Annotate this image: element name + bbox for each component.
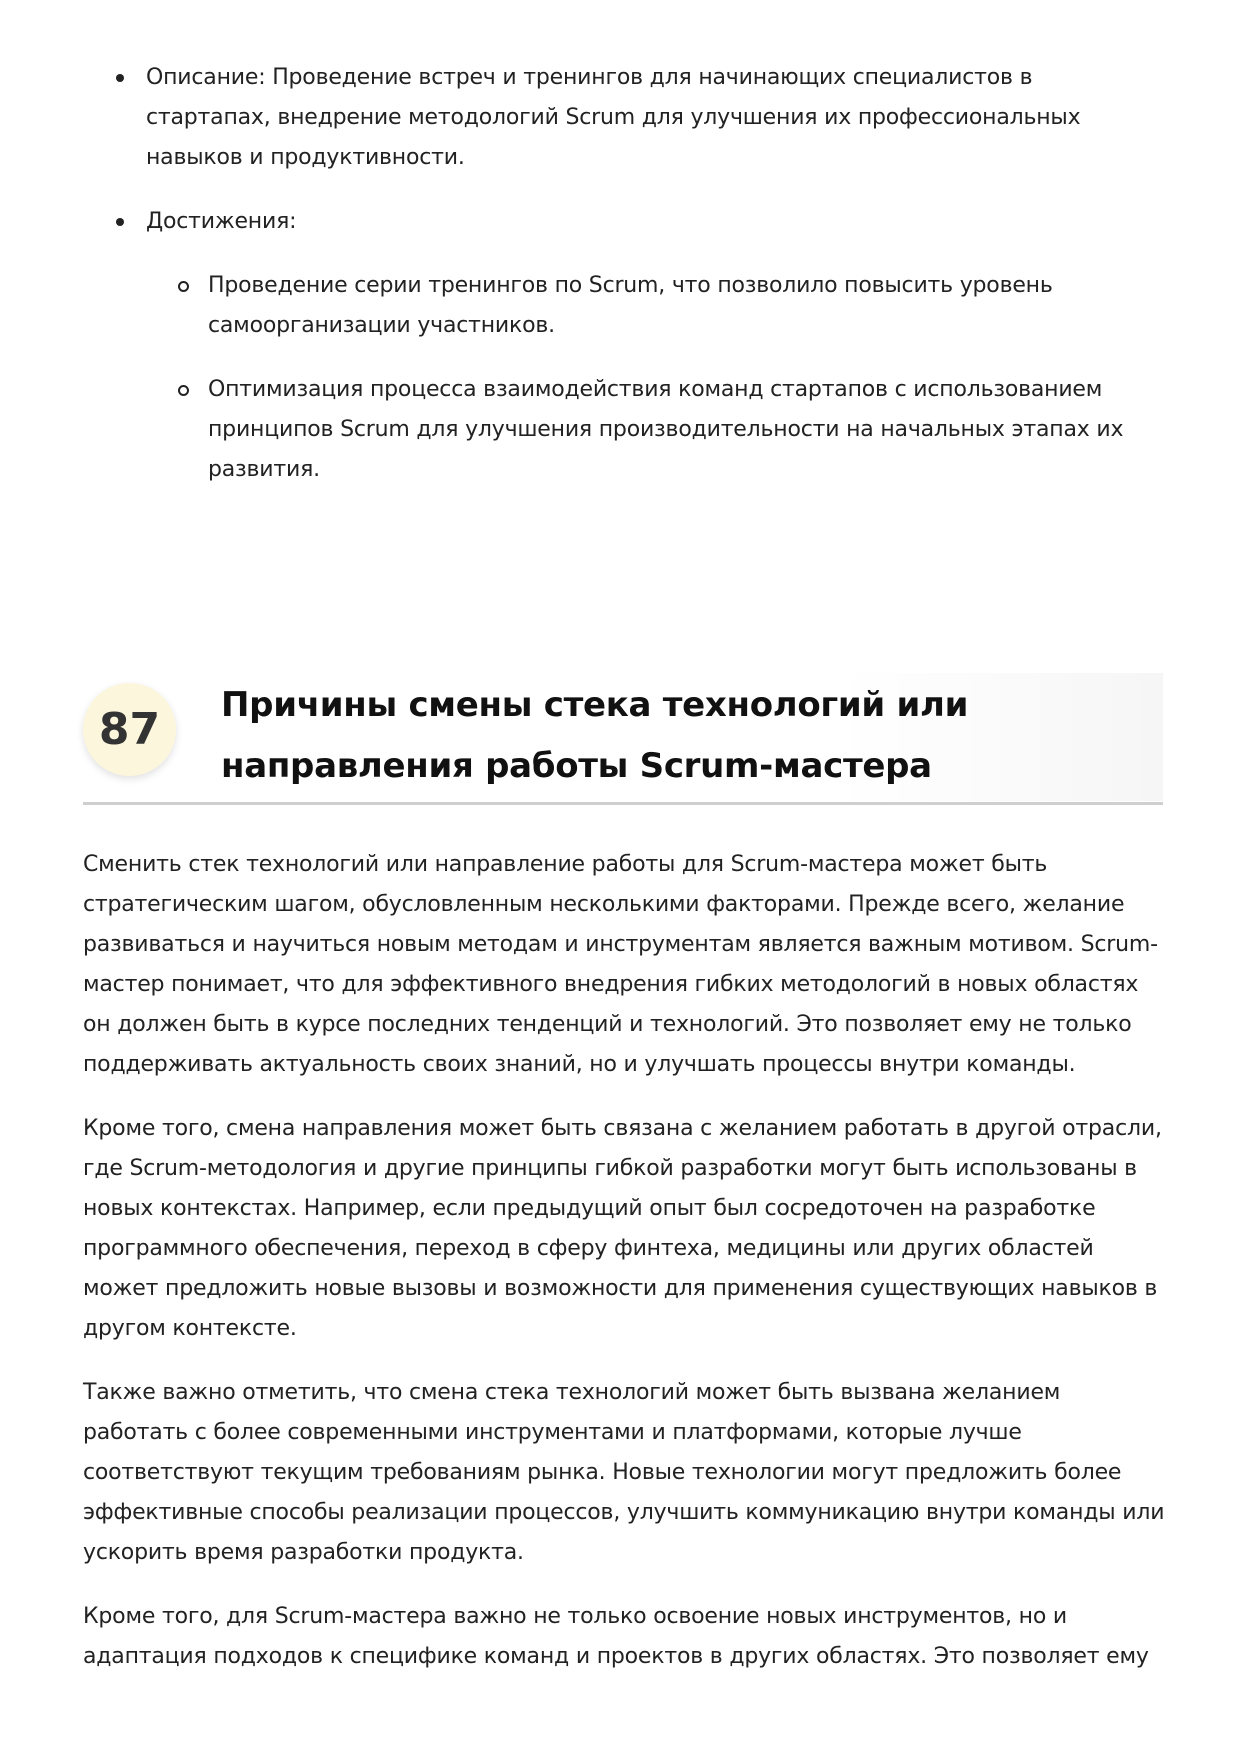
achievement-text: Оптимизация процесса взаимодействия команд стартапов с использованием принципов Scrum для улучшения производительности на начальных этапах их развития. xyxy=(208,377,1124,482)
chapter-divider xyxy=(83,802,1163,805)
paragraph: Сменить стек технологий или направление работы для Scrum-мастера может быть стратегическим шагом, обусловленным несколькими факторами. Прежде всего, желание развиваться и научиться новым методам и инструментам является важным мотивом. Scrum-мастер понимает, что для эффективного внедрения гибких методологий в новых областях он должен быть в курсе последних тенденций и технологий. Это позволяет ему не только поддерживать актуальность своих знаний, но и улучшать процессы внутри команды. xyxy=(83,852,1158,1077)
description-text: Описание: Проведение встреч и тренингов для начинающих специалистов в стартапах, внедрение методологий Scrum для улучшения их профессиональных навыков и продуктивности. xyxy=(146,65,1081,170)
chapter-body xyxy=(83,845,1166,1677)
achievements-sublist xyxy=(146,266,1124,490)
achievements-label: Достижения: xyxy=(146,209,297,234)
achievement-text: Проведение серии тренингов по Scrum, что позволило повысить уровень самоорганизации участников. xyxy=(208,273,1053,338)
bullet-dot-icon xyxy=(116,74,124,82)
list-item xyxy=(0,202,1124,490)
list-item xyxy=(0,58,1106,178)
bullet-dot-icon xyxy=(116,218,124,226)
paragraph: Кроме того, для Scrum-мастера важно не только освоение новых инструментов, но и адаптация подходов к специфике команд и проектов в других областях. Это позволяет ему xyxy=(83,1604,1149,1669)
sub-list-item xyxy=(144,266,1218,346)
bullet-circle-icon xyxy=(178,281,189,292)
chapter-title: Причины смены стека технологий или направления работы Scrum-мастера xyxy=(221,685,969,786)
paragraph: Кроме того, смена направления может быть связана с желанием работать в другой отрасли, где Scrum-методология и другие принципы гибкой разработки могут быть использованы в новых контекстах. Например, если предыдущий опыт был сосредоточен на разработке программного обеспечения, переход в сферу финтеха, медицины или других областей может предложить новые вызовы и возможности для применения существующих навыков в другом контексте. xyxy=(83,1116,1162,1341)
bullet-list xyxy=(0,58,1239,490)
chapter-heading xyxy=(83,673,1163,805)
bullet-circle-icon xyxy=(178,385,189,396)
sub-list-item xyxy=(144,370,1218,490)
chapter-number-badge: 87 xyxy=(83,683,176,776)
paragraph: Также важно отметить, что смена стека технологий может быть вызвана желанием работать с более современными инструментами и платформами, которые лучше соответствуют текущим требованиям рынка. Новые технологии могут предложить более эффективные способы реализации процессов, улучшить коммуникацию внутри команды или ускорить время разработки продукта. xyxy=(83,1380,1165,1565)
